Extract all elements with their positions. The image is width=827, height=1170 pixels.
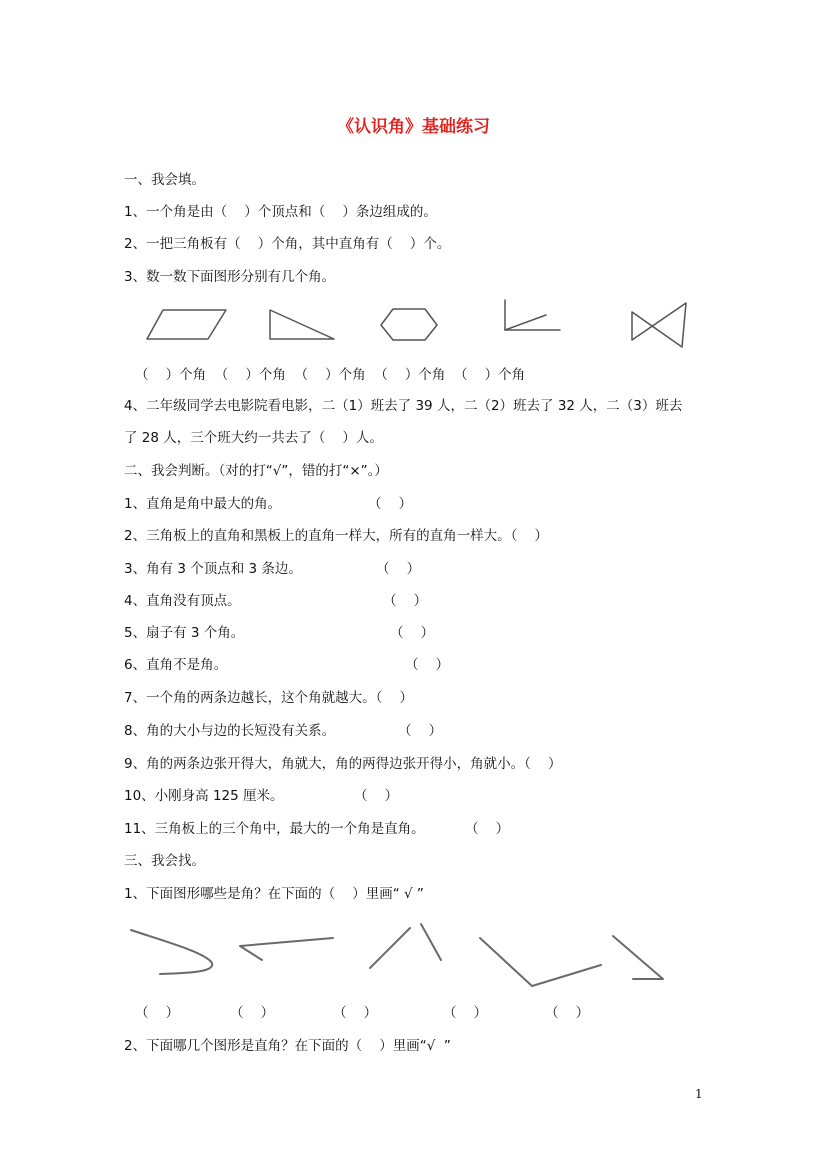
find-answer-2: （ ） — [230, 1005, 275, 1021]
judge-item-8-paren: （ ） — [398, 723, 443, 739]
find-answer-3: （ ） — [333, 1005, 378, 1021]
question-1-3: 3、数一数下面图形分别有几个角。 — [124, 269, 336, 285]
judge-item-7: 7、一个角的两条边越长，这个角就越大。（ ） — [124, 690, 414, 706]
judge-item-6-paren: （ ） — [405, 657, 450, 673]
question-1-3-answers: （ ）个角 （ ）个角 （ ）个角 （ ）个角 （ ）个角 — [135, 367, 526, 383]
judge-item-4: 4、直角没有顶点。 — [124, 593, 241, 609]
question-1-1: 1、一个角是由（ ）个顶点和（ ）条边组成的。 — [124, 204, 437, 220]
judge-item-11: 11、三角板上的三个角中，最大的一个角是直角。 — [124, 821, 425, 837]
angle-figure-4 — [480, 938, 601, 986]
question-3-2: 2、下面哪几个图形是直角？在下面的（ ）里画“√ ” — [124, 1038, 451, 1054]
section-3-heading: 三、我会找。 — [124, 853, 205, 869]
judge-item-8: 8、角的大小与边的长短没有关系。 — [124, 723, 336, 739]
find-answer-1: （ ） — [135, 1005, 180, 1021]
judge-item-10-paren: （ ） — [354, 788, 399, 804]
judge-item-1: 1、直角是角中最大的角。 — [124, 496, 282, 512]
judge-item-3: 3、角有 3 个顶点和 3 条边。 — [124, 561, 302, 577]
section-1-heading: 一、我会填。 — [124, 172, 205, 188]
judge-item-10: 10、小刚身高 125 厘米。 — [124, 788, 284, 804]
question-1-4-line1: 4、二年级同学去电影院看电影，二（1）班去了 39 人，二（2）班去了 32 人，二（3）班去 — [124, 398, 683, 414]
question-3-1: 1、下面图形哪些是角？在下面的（ ）里画“ √ ” — [124, 886, 424, 902]
angle-figure-5 — [613, 936, 663, 979]
find-answer-5: （ ） — [545, 1005, 590, 1021]
judge-item-6: 6、直角不是角。 — [124, 657, 228, 673]
judge-item-11-paren: （ ） — [465, 821, 510, 837]
page-title: 《认识角》基础练习 — [337, 117, 490, 137]
judge-item-4-paren: （ ） — [383, 593, 428, 609]
separate-lines-a — [370, 928, 410, 968]
judge-item-5-paren: （ ） — [390, 625, 435, 641]
find-answer-4: （ ） — [443, 1005, 488, 1021]
curved-figure — [131, 930, 212, 974]
judge-item-5: 5、扇子有 3 个角。 — [124, 625, 245, 641]
judge-item-2: 2、三角板上的直角和黑板上的直角一样大，所有的直角一样大。（ ） — [124, 528, 549, 544]
section-2-heading: 二、我会判断。（对的打“√”，错的打“×”。） — [124, 463, 388, 479]
judge-item-9: 9、角的两条边张开得大，角就大，角的两得边张开得小，角就小。（ ） — [124, 756, 562, 772]
page-number: 1 — [695, 1087, 703, 1101]
separate-lines-b — [421, 924, 441, 960]
question-1-2: 2、一把三角板有（ ）个角，其中直角有（ ）个。 — [124, 236, 451, 252]
judge-item-1-paren: （ ） — [368, 496, 413, 512]
judge-item-3-paren: （ ） — [376, 561, 421, 577]
angle-figure-2 — [240, 938, 333, 960]
question-1-4-line2: 了 28 人，三个班大约一共去了（ ）人。 — [124, 430, 383, 446]
